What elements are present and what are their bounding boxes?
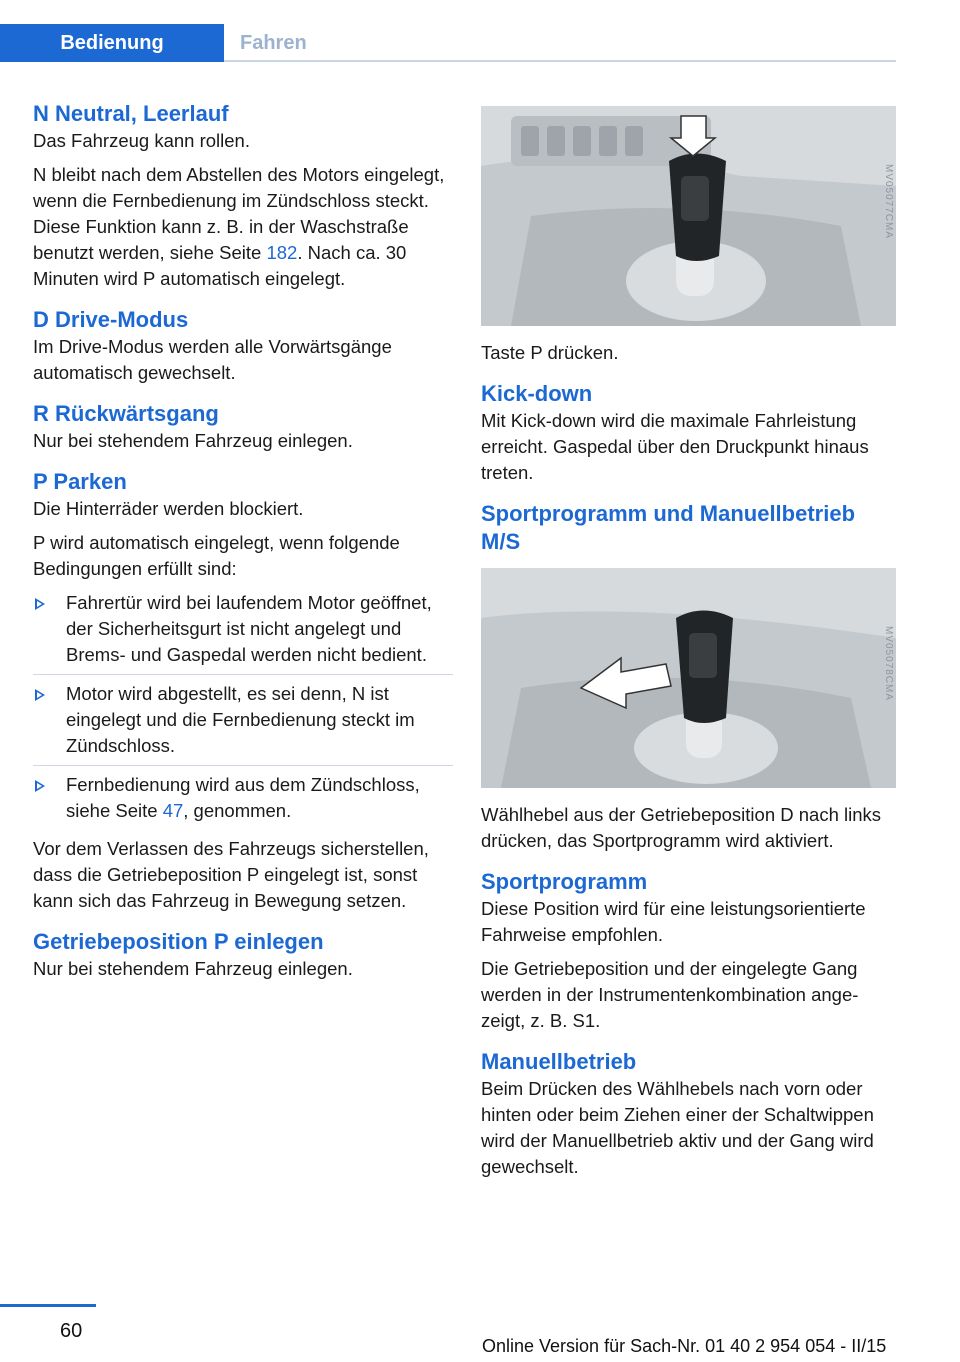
footer-version-text: Online Version für Sach-Nr. 01 40 2 954 054 - II/15	[482, 1336, 887, 1356]
heading-d-drive: D Drive-Modus	[33, 307, 189, 332]
heading-manuellbetrieb: Manuellbetrieb	[481, 1049, 637, 1074]
heading-r-reverse: R Rückwärtsgang	[33, 401, 219, 426]
header-divider	[224, 60, 896, 62]
right-column	[481, 106, 896, 1188]
paragraph: P wird automatisch eingelegt, wenn folgende Bedingungen erfüllt sind:	[33, 532, 400, 579]
paragraph: Beim Drücken des Wählhebels nach vorn oder hinten oder beim Ziehen einer der Schaltwippen wird der Manuellbetrieb aktiv und der Gang wird gewechselt.	[481, 1078, 874, 1177]
gear-selector-photo-press-p	[481, 106, 896, 326]
text: N bleibt nach dem Abstellen des Motors eingelegt, wenn die Fernbedienung im Zündschloss steckt. Diese Funktion kann z. B. in der Waschstraße benutzt werden, siehe Seite	[33, 164, 445, 263]
list-item	[33, 772, 453, 830]
tab-fahren[interactable]: Fahren	[240, 31, 307, 54]
tab-bedienung[interactable]: Bedienung	[0, 24, 224, 62]
page-link-47[interactable]: 47	[162, 800, 184, 821]
paragraph: Die Getriebeposition und der eingelegte Gang werden in der Instrumentenkombination angezeigt, z. B. S1.	[481, 958, 859, 1031]
triangle-bullet-icon	[35, 598, 45, 610]
footer-accent-line	[0, 1304, 96, 1307]
list-item	[33, 681, 453, 766]
paragraph: Vor dem Verlassen des Fahrzeugs sicherstellen, dass die Getriebeposition P eingelegt ist, sonst kann sich das Fahrzeug in Bewegung setzen.	[33, 838, 429, 911]
triangle-bullet-icon	[35, 689, 45, 701]
image-caption: Wählhebel aus der Getriebeposition D nach links drücken, das Sportprogramm wird aktiviert.	[481, 804, 882, 851]
heading-p-park: P Parken	[33, 469, 127, 494]
paragraph: Nur bei stehendem Fahrzeug einlegen.	[33, 958, 353, 979]
gear-lever-illustration	[481, 568, 896, 788]
paragraph: Mit Kick-down wird die maximale Fahrleistung erreicht. Gaspedal über den Druckpunkt hinaus treten.	[481, 410, 869, 483]
page-link-182[interactable]: 182	[266, 242, 298, 263]
paragraph: Diese Position wird für eine leistungsorientierte Fahrweise empfohlen.	[481, 898, 866, 945]
image-code: MV05077CMA	[882, 163, 894, 240]
header	[0, 0, 960, 62]
image-caption: Taste P drücken.	[481, 342, 619, 363]
heading-kick-down: Kick-down	[481, 381, 593, 406]
triangle-bullet-icon	[35, 780, 45, 792]
text: . Nach ca. 30 Minuten wird P automatisch eingelegt.	[33, 242, 407, 289]
paragraph	[33, 162, 453, 292]
list-item	[33, 590, 453, 675]
list-item-text: Fernbedienung wird aus dem Zündschloss, siehe Seite	[66, 774, 420, 821]
heading-n-neutral: N Neutral, Leerlauf	[33, 101, 229, 126]
heading-sportprogramm-ms: Sportprogramm und Manuellbetrieb M/S	[481, 501, 856, 554]
paragraph: Nur bei stehendem Fahrzeug einlegen.	[33, 430, 353, 451]
gear-lever-illustration	[481, 106, 896, 326]
list-item-text: , genommen.	[183, 800, 292, 821]
page-number: 60	[60, 1320, 83, 1342]
list-item-text: Motor wird abgestellt, es sei denn, N ist eingelegt und die Fernbedienung steckt im Zündschloss.	[66, 683, 415, 756]
heading-sportprogramm: Sportprogramm	[481, 869, 648, 894]
paragraph: Die Hinterräder werden blockiert.	[33, 498, 304, 519]
image-code: MV05078CMA	[882, 625, 894, 702]
left-column	[33, 100, 453, 990]
paragraph: Das Fahrzeug kann rollen.	[33, 130, 250, 151]
gear-selector-photo-sport	[481, 568, 896, 788]
heading-getriebeposition-p: Getriebeposition P einlegen	[33, 929, 324, 954]
paragraph: Im Drive-Modus werden alle Vorwärtsgänge automatisch gewechselt.	[33, 336, 392, 383]
condition-list	[33, 590, 453, 830]
list-item-text: Fahrertür wird bei laufendem Motor geöffnet, der Sicherheitsgurt ist nicht angelegt und Brems- und Gaspedal werden nicht bedient.	[66, 592, 432, 665]
